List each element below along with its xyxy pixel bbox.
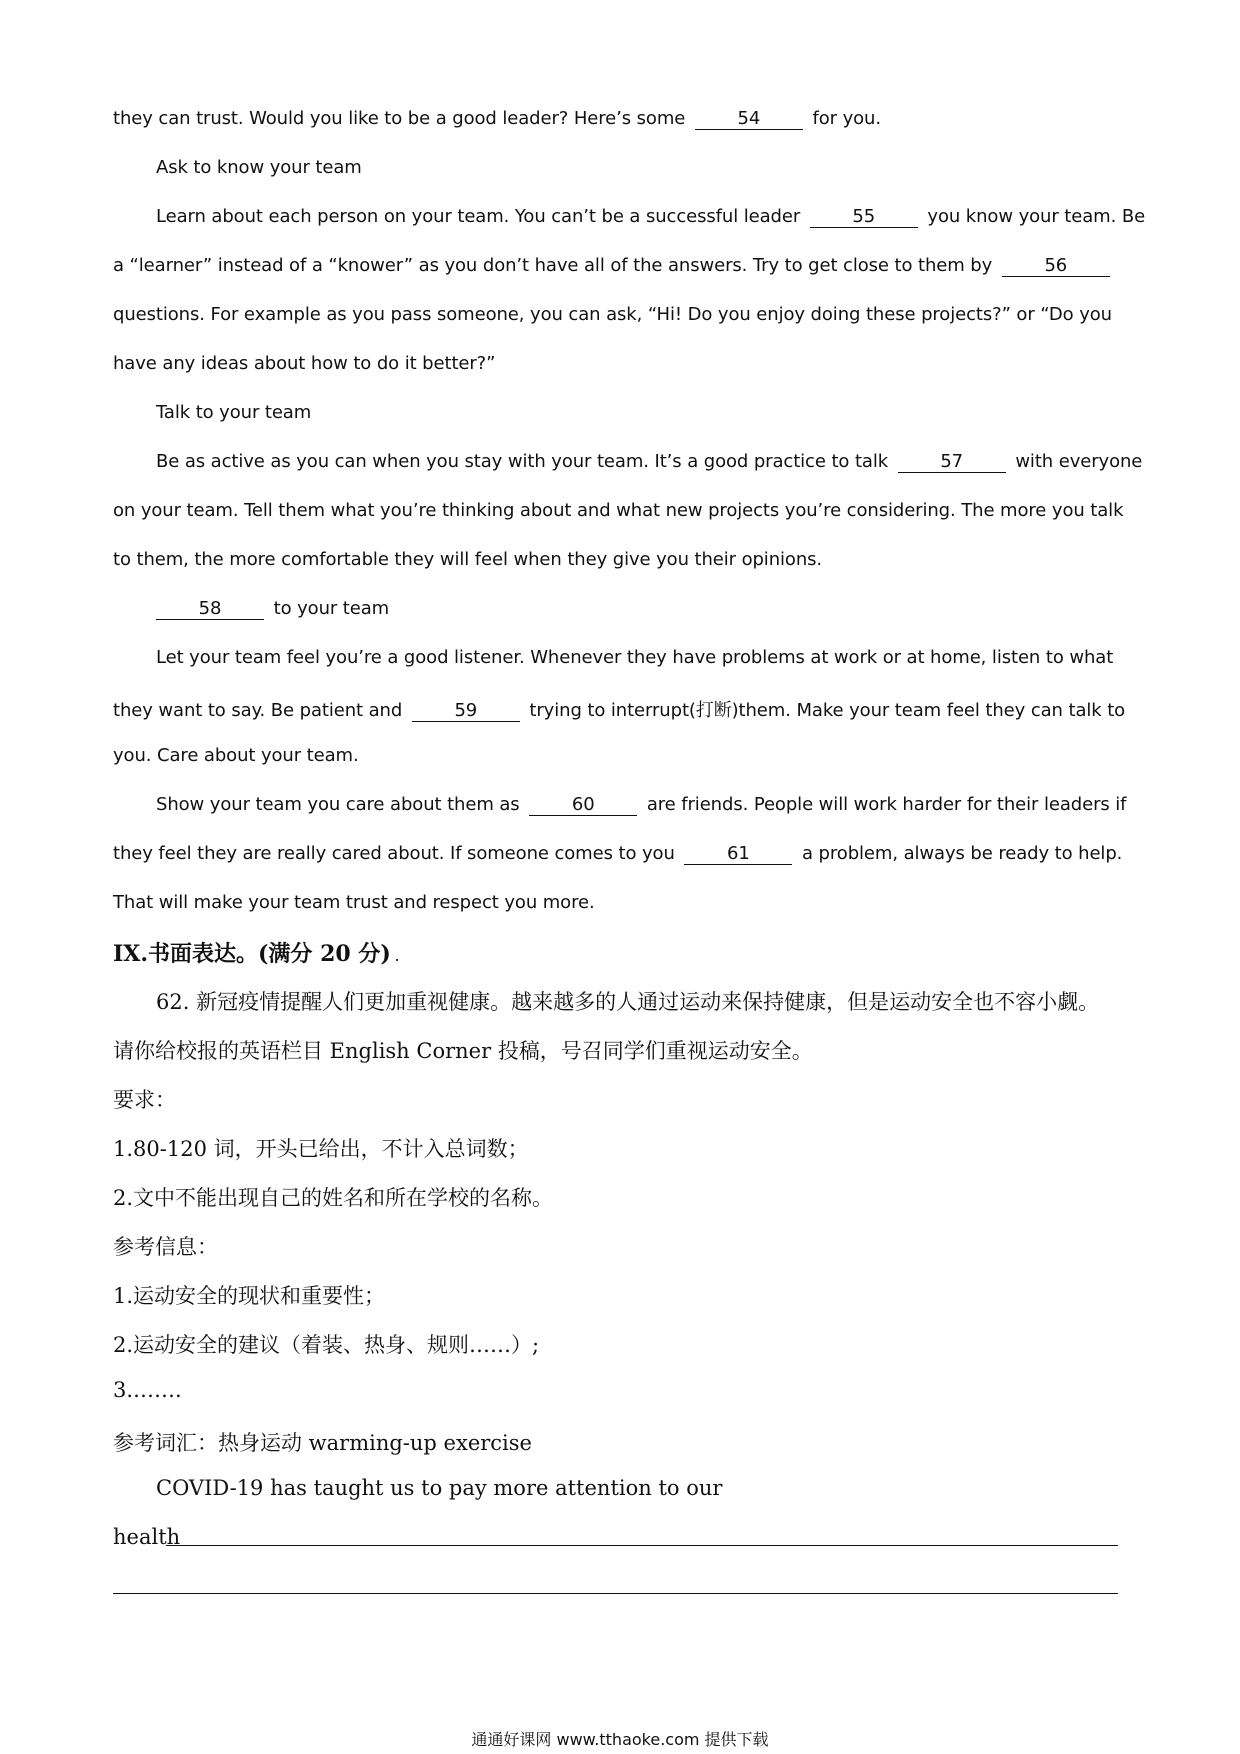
- passage-line: have any ideas about how to do it better?”: [113, 353, 496, 374]
- text: they can trust. Would you like to be a good leader? Here’s some: [113, 108, 686, 129]
- heading-dot: .: [394, 945, 400, 965]
- subheading-ask: Ask to know your team: [156, 157, 362, 178]
- reference-title: 参考信息：: [113, 1235, 218, 1259]
- essay-opening: COVID-19 has taught us to pay more attention to our: [156, 1476, 723, 1500]
- writing-line[interactable]: [166, 1545, 1118, 1546]
- writing-line[interactable]: [113, 1593, 1118, 1594]
- passage-line: Let your team feel you’re a good listener. Whenever they have problems at work or at home, listen to what: [156, 647, 1114, 668]
- passage-line: to them, the more comfortable they will feel when they give you their opinions.: [113, 549, 823, 570]
- passage-line: [156, 794, 1176, 816]
- passage-line: That will make your team trust and respect you more.: [113, 892, 595, 913]
- requirement-item: 2.文中不能出现自己的姓名和所在学校的名称。: [113, 1186, 554, 1210]
- text: Learn about each person on your team. You can’t be a successful leader: [156, 206, 801, 227]
- text: to your team: [273, 598, 390, 619]
- blank-54[interactable]: 54: [695, 109, 803, 130]
- question-line: 请你给校报的英语栏目 English Corner 投稿，号召同学们重视运动安全。: [113, 1039, 813, 1063]
- subheading-talk: Talk to your team: [156, 402, 312, 423]
- blank-56[interactable]: 56: [1002, 256, 1110, 277]
- text: Show your team you care about them as: [156, 794, 520, 815]
- passage-line: [113, 696, 1133, 722]
- blank-61[interactable]: 61: [684, 844, 792, 865]
- passage-line: on your team. Tell them what you’re thinking about and what new projects you’re considering. The more you talk: [113, 500, 1124, 521]
- requirements-title: 要求：: [113, 1088, 176, 1112]
- text: are friends. People will work harder for their leaders if: [646, 794, 1127, 815]
- text: a problem, always be ready to help.: [802, 843, 1123, 864]
- requirement-item: 1.80-120 词，开头已给出，不计入总词数；: [113, 1137, 529, 1161]
- text: they want to say. Be patient and: [113, 700, 403, 721]
- reference-item: 1.运动安全的现状和重要性；: [113, 1284, 386, 1308]
- text: a “learner” instead of a “knower” as you don’t have all of the answers. Try to get close to them by: [113, 255, 993, 276]
- passage-line: [156, 451, 1176, 473]
- section-heading: [113, 937, 1133, 968]
- blank-60[interactable]: 60: [529, 795, 637, 816]
- question-line: 62. 新冠疫情提醒人们更加重视健康。越来越多的人通过运动来保持健康，但是运动安全也不容小觑。: [156, 990, 1100, 1014]
- footer-source: 通通好课网 www.tthaoke.com 提供下载: [471, 1730, 769, 1749]
- text: they feel they are really cared about. If someone comes to you: [113, 843, 675, 864]
- text: you know your team. Be: [927, 206, 1146, 227]
- text: for you.: [812, 108, 881, 129]
- text: Be as active as you can when you stay with your team. It’s a good practice to talk: [156, 451, 889, 472]
- vocabulary: 参考词汇：热身运动 warming-up exercise: [113, 1431, 532, 1455]
- blank-58[interactable]: 58: [156, 599, 264, 620]
- text: health: [113, 1525, 181, 1549]
- passage-line: [113, 255, 1133, 277]
- text: with everyone: [1015, 451, 1143, 472]
- passage-line: you. Care about your team.: [113, 745, 359, 766]
- subheading-listen: [156, 598, 1176, 620]
- heading-text: IX.书面表达。(满分 20 分): [113, 941, 391, 967]
- passage-line: [113, 843, 1133, 865]
- reference-item: 3.…….: [113, 1378, 182, 1402]
- text: trying to interrupt(打断)them. Make your team feel they can talk to: [529, 700, 1126, 721]
- blank-59[interactable]: 59: [412, 701, 520, 722]
- blank-57[interactable]: 57: [898, 452, 1006, 473]
- passage-line: questions. For example as you pass someone, you can ask, “Hi! Do you enjoy doing these projects?” or “Do you: [113, 304, 1112, 325]
- passage-line: [113, 108, 1133, 130]
- reference-item: 2.运动安全的建议（着装、热身、规则……）;: [113, 1333, 540, 1357]
- blank-55[interactable]: 55: [810, 207, 918, 228]
- passage-line: [156, 206, 1176, 228]
